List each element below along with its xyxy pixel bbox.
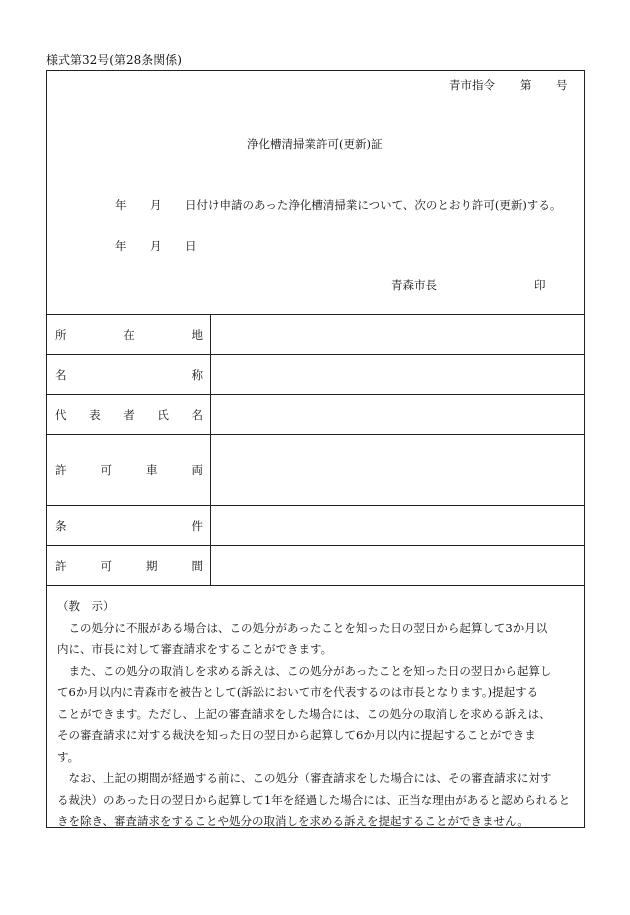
instructions-line: その審査請求に対する裁決を知った日の翌日から起算して6か月以内に提起することができま xyxy=(57,728,536,742)
appeal-instructions xyxy=(57,596,577,833)
row-permit-period-label xyxy=(47,546,211,585)
row-permit-period xyxy=(47,546,584,586)
row-conditions-label-text: 条 件 xyxy=(55,518,203,533)
instructions-line: 内に、市長に対して審査請求をすることができます。 xyxy=(57,642,333,656)
instructions-line: て6か月以内に青森市を被告として(訴訟において市を代表するのは市長となります。)提起する xyxy=(57,685,539,699)
instructions-line: る裁決）のあった日の翌日から起算して1年を経過した場合には、正当な理由があると認められると xyxy=(57,792,571,807)
issuer-number-label: 青市指令 xyxy=(449,78,495,92)
certificate-header-section xyxy=(47,71,584,315)
instructions-line: また、この処分の取消しを求める訴えは、この処分があったことを知った日の翌日から起算し xyxy=(57,663,552,678)
seal-label: 印 xyxy=(534,278,546,292)
row-permit-period-label-text: 許 可 期 間 xyxy=(55,558,203,573)
row-representative-label xyxy=(47,395,211,434)
row-name-label xyxy=(47,355,211,394)
instructions-line: す。 xyxy=(57,749,80,764)
instructions-heading: （教 示） xyxy=(57,599,115,613)
permit-certificate-frame xyxy=(46,70,585,828)
row-permitted-vehicles-label-text: 許 可 車 両 xyxy=(55,463,203,477)
instructions-line: ことができます。ただし、上記の審査請求をした場合には、この処分の取消しを求める訴えは、 xyxy=(57,706,551,721)
number-dai-label: 第 xyxy=(520,78,532,92)
row-name-label-text: 名 称 xyxy=(55,367,203,382)
instructions-line: なお、上記の期間が経過する前に、この処分（審査請求をした場合には、その審査請求に対す xyxy=(57,771,552,785)
issue-month-label: 月 xyxy=(150,239,162,253)
row-representative-label-text: 代 表 者 氏 名 xyxy=(55,407,203,422)
row-representative xyxy=(47,395,584,435)
issue-day-label: 日 xyxy=(185,239,197,253)
row-location xyxy=(47,315,584,355)
row-conditions xyxy=(47,506,584,546)
row-location-label xyxy=(47,315,211,354)
row-name xyxy=(47,355,584,395)
row-permitted-vehicles-label xyxy=(47,435,211,505)
row-location-label-text: 所 在 地 xyxy=(55,327,203,342)
instructions-line: この処分に不服がある場合は、この処分があったことを知った日の翌日から起算して3か月以 xyxy=(57,620,548,635)
instructions-line: きを除き、審査請求をすることや処分の取消しを求める訴えを提起することができません。 xyxy=(57,814,529,828)
signer-title: 青森市長 xyxy=(391,278,437,292)
certificate-title: 浄化槽清掃業許可(更新)証 xyxy=(247,137,383,151)
number-go-label: 号 xyxy=(556,78,568,92)
application-statement: 日付け申請のあった浄化槽清掃業について、次のとおり許可(更新)する。 xyxy=(185,198,562,212)
application-year-label: 年 xyxy=(115,198,127,212)
application-month-label: 月 xyxy=(150,198,162,212)
issue-year-label: 年 xyxy=(115,239,127,253)
form-number-label: 様式第32号(第28条関係) xyxy=(46,53,182,67)
row-conditions-label xyxy=(47,506,211,545)
row-permitted-vehicles xyxy=(47,435,584,506)
